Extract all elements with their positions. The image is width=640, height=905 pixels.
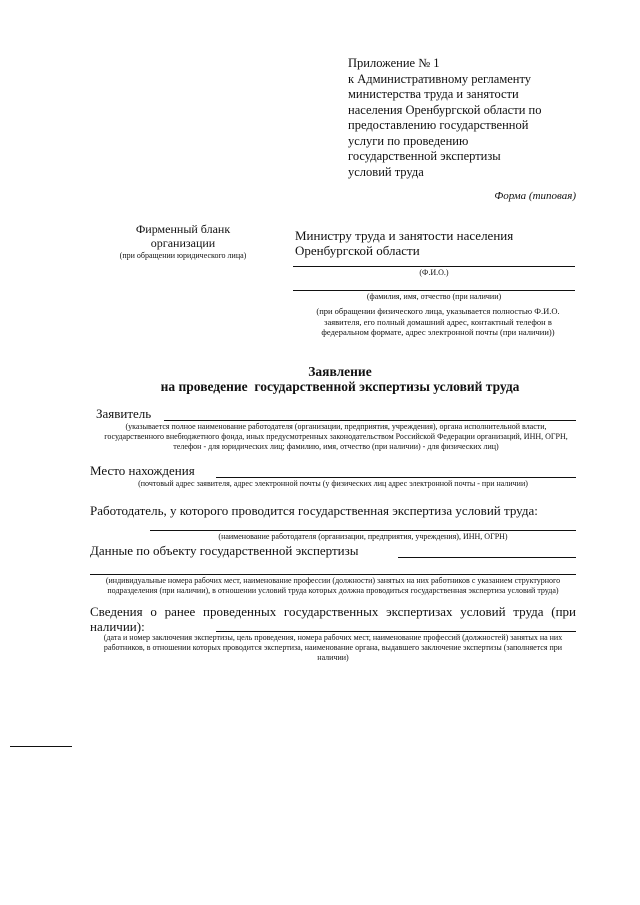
addressee-line: Оренбургской области — [295, 243, 420, 258]
applicant-caption: (указывается полное наименование работодателя (организации, предприятия, учреждения), органа исполнительной власти, государственного внебюджетного фонда, иных предусмотренных законодательством Российской Федерации организаций, ИНН, ОГРН, телефон - для юридических лиц; фамилию, имя, отчество (при наличии) - для физических лиц) — [104, 422, 568, 451]
document-title — [100, 364, 580, 394]
name-line[interactable] — [293, 290, 575, 291]
employer-caption: (наименование работодателя (организации, предприятия, учреждения), ИНН, ОГРН) — [218, 532, 508, 541]
appendix-line: Приложение № 1 — [348, 56, 440, 70]
letterhead-block — [98, 222, 268, 261]
fio-line[interactable] — [293, 266, 575, 267]
applicant-label: Заявитель — [96, 406, 152, 421]
footnote-rule — [10, 746, 72, 747]
prior-expertise-label: Сведения о ранее проведенных государственных экспертизах условий труда (при наличии): — [90, 604, 576, 634]
appendix-line: услуги по проведению — [348, 133, 469, 148]
object-caption: (индивидуальные номера рабочих мест, наименование профессии (должности) занятых на них работников с указанием структурного подразделения (при наличии), в отношении условий труда которых должна проводиться государственная экспертиза условий труда) — [105, 576, 561, 595]
physical-person-note: (при обращении физического лица, указывается полностью Ф.И.О. заявителя, его полный домашний адрес, контактный телефон в федеральном формате, адрес электронной почты (при наличии)) — [316, 306, 560, 337]
applicant-line[interactable] — [164, 420, 576, 421]
appendix-line: населения Оренбургской области по — [348, 102, 542, 117]
location-line[interactable] — [216, 477, 576, 478]
object-line-1[interactable] — [398, 557, 576, 558]
title-line: на проведение государственной экспертизы условий труда — [160, 379, 520, 394]
addressee-block — [295, 228, 585, 258]
appendix-line: министерства труда и занятости — [348, 87, 519, 101]
location-label: Место нахождения — [90, 463, 195, 478]
fio-caption: (Ф.И.О.) — [419, 268, 449, 277]
appendix-line: условий труда — [348, 164, 424, 179]
letterhead-line: организации — [150, 236, 216, 250]
prior-expertise-line[interactable] — [216, 631, 576, 632]
appendix-line: к Административному регламенту — [348, 71, 532, 86]
title-line: Заявление — [308, 364, 372, 379]
appendix-line: государственной экспертизы — [348, 149, 501, 163]
employer-label: Работодатель, у которого проводится государственная экспертиза условий труда: — [90, 503, 538, 518]
name-caption: (фамилия, имя, отчество (при наличии) — [366, 292, 502, 301]
appendix-line: предоставлению государственной — [348, 118, 529, 132]
letterhead-note: (при обращении юридического лица) — [119, 251, 247, 260]
form-type-label: Форма (типовая) — [494, 190, 576, 202]
location-caption: (почтовый адрес заявителя, адрес электронной почты (у физических лиц адрес электронной почты - при наличии) — [138, 479, 528, 488]
letterhead-line: Фирменный бланк — [135, 222, 231, 236]
employer-line[interactable] — [150, 530, 576, 531]
prior-expertise-caption: (дата и номер заключения экспертизы, цель проведения, номера рабочих мест, наименование профессий (должностей) занятых на них работников, в отношении которых проводится экспертиза, наименование органа, выдавшего заключение экспертизы (заполняется при наличии) — [103, 633, 563, 662]
object-line-2[interactable] — [90, 574, 576, 575]
object-label: Данные по объекту государственной экспертизы — [90, 543, 359, 558]
addressee-line: Министру труда и занятости населения — [295, 228, 514, 243]
appendix-header — [348, 56, 588, 180]
